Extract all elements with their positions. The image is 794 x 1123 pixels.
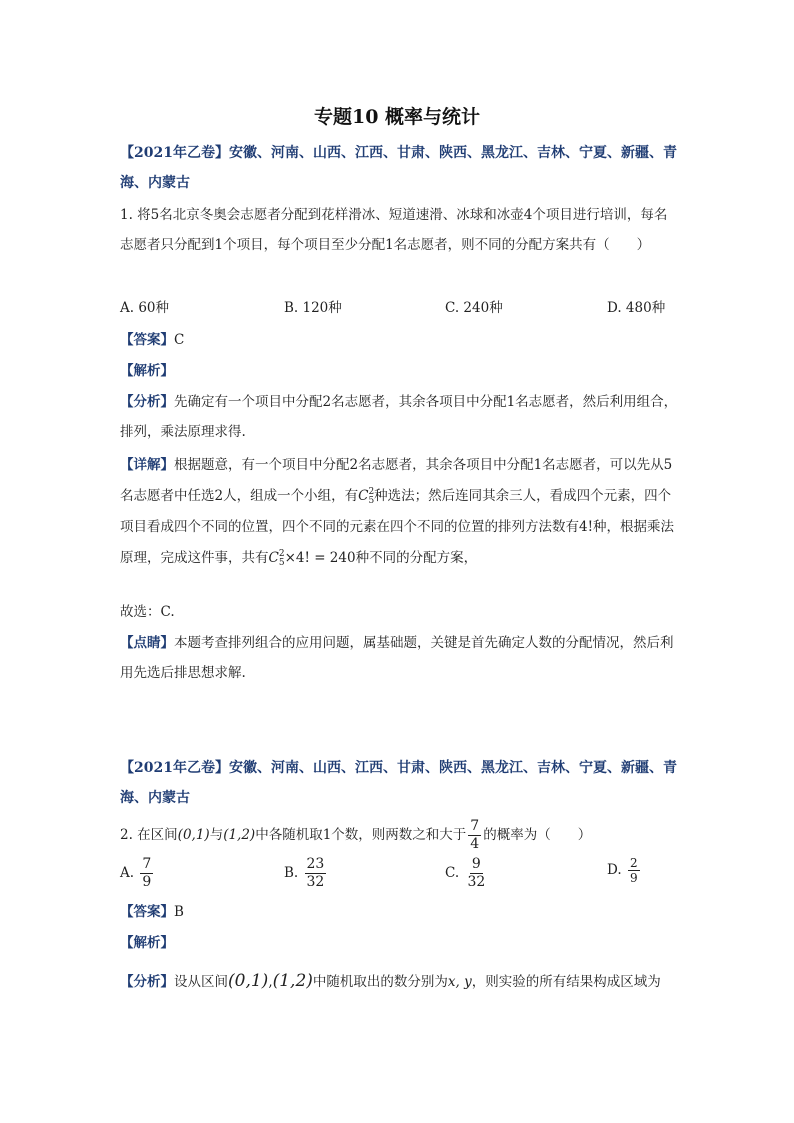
q2-answer-value: B — [174, 904, 184, 920]
q1-conclusion: 故选：C. — [120, 604, 175, 620]
q2-interval-1: (0,1) — [177, 827, 210, 843]
q1-stem: 1. 将5名北京冬奥会志愿者分配到花样滑冰、短道速滑、冰球和冰壶4个项目进行培训，每名志愿者只分配到1个项目，每个项目至少分配1名志愿者，则不同的分配方案共有（ ） — [120, 207, 668, 253]
q2-option-d-num: 2 — [629, 856, 638, 870]
q2-option-b-num: 23 — [306, 856, 325, 872]
q1-fenxi-text: 先确定有一个项目中分配2名志愿者，其余各项目中分配1名志愿者，然后利用组合，排列，乘法原理求得. — [120, 394, 678, 440]
q2-fenxi-sep: , — [268, 974, 273, 990]
q1-exam-regions: 安徽、河南、山西、江西、甘肃、陕西、黑龙江、吉林、宁夏、新疆、青海、内蒙古 — [120, 145, 677, 191]
q2-fenxi-b: 中随机取出的数分别为 — [312, 974, 448, 990]
q2-stem-fraction — [468, 818, 481, 853]
q1-options — [120, 293, 680, 323]
q2-exam-source — [120, 753, 680, 813]
q2-option-a-fraction — [140, 856, 153, 891]
q2-option-a-label: A. — [120, 865, 135, 881]
q2-fenxi-a: 设从区间 — [174, 974, 228, 990]
q1-analysis-label: 【解析】 — [120, 363, 174, 379]
q2-stem — [120, 815, 680, 855]
q1-dianjing — [120, 628, 680, 688]
q2-option-d-fraction — [628, 856, 640, 885]
q2-option-b-den: 32 — [306, 874, 325, 890]
q1-combination-c52: C 2 5 — [358, 486, 375, 506]
q2-fenxi-c: ，则实验的所有结果构成区域为 — [471, 974, 661, 990]
q1-xiangjie-text-3: 种不同的分配方案， — [355, 550, 478, 566]
q1-fenxi-tag: 【分析】 — [120, 394, 174, 410]
q2-exam-regions: 安徽、河南、山西、江西、甘肃、陕西、黑龙江、吉林、宁夏、新疆、青海、内蒙古 — [120, 760, 677, 806]
q2-analysis-tag — [120, 928, 680, 958]
q2-exam-tag: 【2021年乙卷】 — [120, 760, 229, 776]
q2-analysis-label: 【解析】 — [120, 935, 174, 951]
q1-answer — [120, 325, 680, 355]
q2-option-d-den: 9 — [629, 871, 638, 885]
q1-analysis-tag — [120, 356, 680, 386]
q2-option-a-den: 9 — [142, 874, 152, 890]
q2-option-c — [445, 856, 489, 891]
q2-option-c-label: C. — [445, 865, 460, 881]
q1-exam-source — [120, 138, 680, 198]
q1-option-a: A. 60种 — [120, 300, 170, 316]
q2-option-b — [284, 856, 328, 891]
q2-option-d-label: D. — [607, 862, 622, 878]
q1-option-d: D. 480种 — [607, 300, 666, 316]
q2-option-a-num: 7 — [142, 856, 152, 872]
q1-option-c: C. 240种 — [445, 300, 503, 316]
q2-option-a — [120, 856, 155, 891]
q1-fenxi — [120, 387, 680, 447]
q2-stem-c: 中各随机取1个数，则两数之和大于 — [255, 827, 467, 843]
q2-option-b-fraction — [305, 856, 327, 891]
q2-option-d — [607, 856, 642, 885]
q1-xiangjie-text-2: 种选法；然后连同其余三人，看成四个元素，四个项目看成四个不同的位置，四个不同的元素在四个不同的位置的排列方法数有4!种，根据乘法原理，完成这件事，共有 — [120, 488, 675, 566]
q2-fenxi-interval-1: (0,1) — [228, 971, 269, 991]
q2-stem-frac-den: 4 — [470, 836, 480, 852]
q1-dianjing-tag: 【点睛】 — [120, 635, 174, 651]
q1-answer-value: C — [174, 332, 185, 348]
q2-interval-2: (1,2) — [223, 827, 256, 843]
page-title: 专题10 概率与统计 — [313, 106, 481, 128]
q1-xiangjie-formula: ×4! = 240 — [284, 550, 356, 566]
q1-xiangjie-tag: 【详解】 — [120, 457, 174, 473]
q2-answer — [120, 897, 680, 927]
q2-fenxi-tag: 【分析】 — [120, 974, 174, 990]
q1-exam-tag: 【2021年乙卷】 — [120, 145, 229, 161]
q2-stem-d: 的概率为（ ） — [483, 827, 592, 843]
q2-stem-a: 2. 在区间 — [120, 827, 178, 843]
q2-answer-tag: 【答案】 — [120, 904, 174, 920]
q1-xiangjie — [120, 450, 680, 574]
q2-stem-b: 与 — [209, 827, 224, 843]
q2-fenxi-interval-2: (1,2) — [272, 971, 313, 991]
q2-options — [120, 856, 680, 900]
q1-dianjing-text: 本题考查排列组合的应用问题，属基础题，关键是首先确定人数的分配情况，然后利用先选后排思想求解. — [120, 635, 674, 681]
q1-answer-tag: 【答案】 — [120, 332, 174, 348]
q2-option-c-den: 32 — [467, 874, 486, 890]
q2-option-c-fraction — [465, 856, 487, 891]
q2-stem-frac-num: 7 — [470, 818, 480, 834]
q2-fenxi-vars: x, y — [447, 974, 472, 990]
q2-fenxi — [120, 964, 680, 999]
q1-combination-c52-b: C 2 5 — [268, 548, 285, 568]
q2-option-c-num: 9 — [471, 856, 481, 872]
q1-xiangjie-text-1: 根据题意，有一个项目中分配2名志愿者，其余各项目中分配1名志愿者，可以先从5名志愿者中任选2人，组成一个小组，有 — [120, 457, 673, 504]
q2-option-b-label: B. — [284, 865, 299, 881]
q1-option-b: B. 120种 — [284, 300, 342, 316]
